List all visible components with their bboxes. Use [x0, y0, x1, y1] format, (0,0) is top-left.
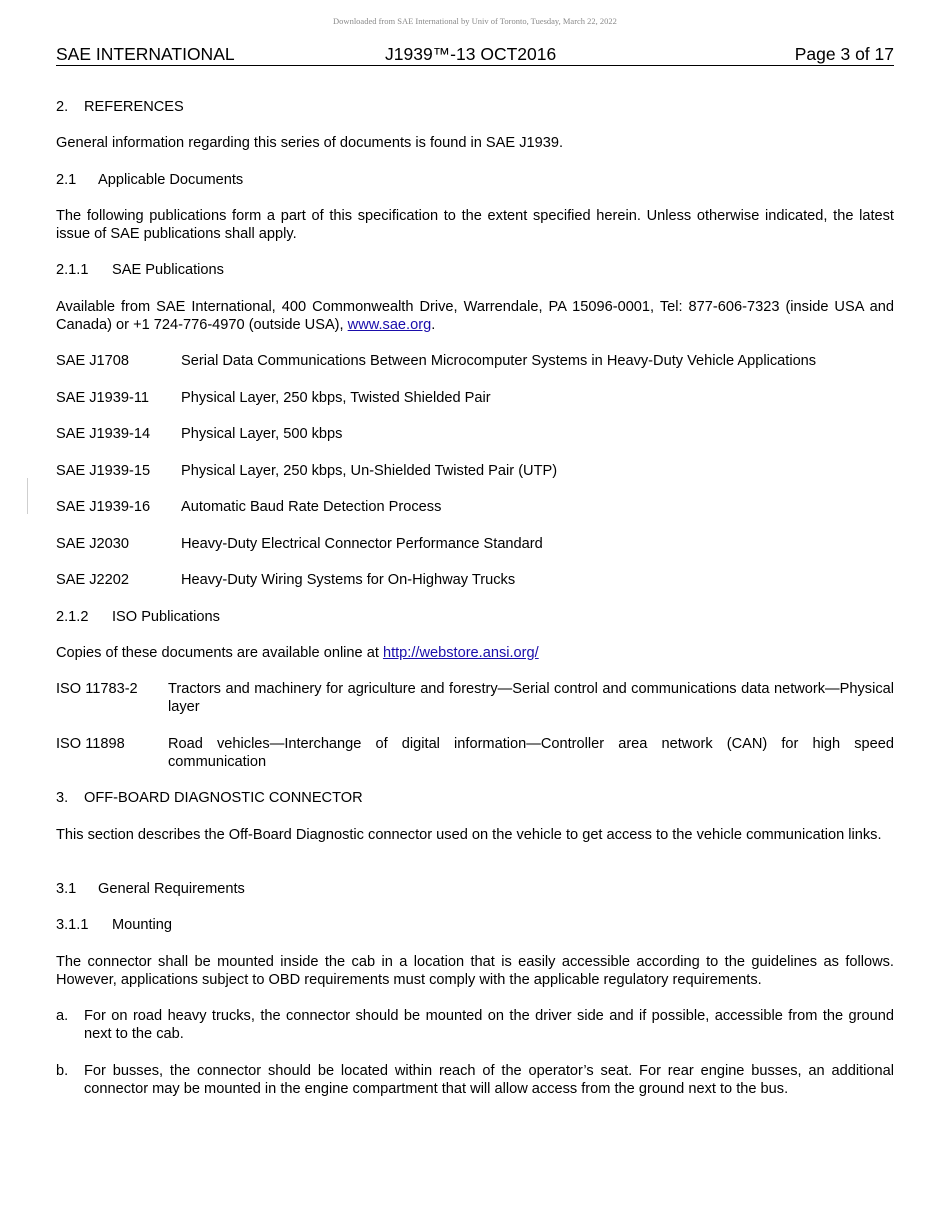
reference-id: ISO 11898: [56, 736, 125, 752]
section-title: ISO Publications: [112, 609, 220, 625]
section-heading-2: [56, 98, 894, 116]
list-item: [56, 1062, 894, 1098]
section-number: 2.: [56, 99, 69, 115]
reference-row: [56, 735, 894, 771]
sae-availability-end: .: [431, 317, 436, 333]
sae-availability-body: Available from SAE International, 400 Commonwealth Drive, Warrendale, PA 15096-0001, Tel: 877-606-7323 (inside USA and Canada) or +1 724-776-4970 (outside USA),: [56, 299, 894, 333]
header-doc-id: J1939™-13 OCT2016: [385, 44, 557, 64]
change-bar: [27, 478, 28, 514]
ansi-webstore-link[interactable]: http://webstore.ansi.org/: [382, 645, 539, 661]
section-title: Mounting: [112, 917, 173, 933]
reference-title: Serial Data Communications Between Microcomputer Systems in Heavy-Duty Vehicle Applications: [181, 353, 817, 369]
reference-id: SAE J1939-15: [56, 463, 151, 479]
download-watermark: Downloaded from SAE International by Univ of Toronto, Tuesday, March 22, 2022: [333, 16, 617, 26]
reference-title: Physical Layer, 500 kbps: [181, 426, 343, 442]
reference-id: SAE J2202: [56, 572, 130, 588]
reference-row: [56, 498, 894, 516]
section-3-text: This section describes the Off-Board Diagnostic connector used on the vehicle to get access to the vehicle communication links.: [56, 827, 882, 843]
section-heading-2-1-2: [56, 608, 894, 626]
section-number: 2.1: [56, 172, 77, 188]
list-item-letter: a.: [56, 1008, 69, 1024]
reference-id: SAE J2030: [56, 536, 130, 552]
section-heading-3-1: [56, 880, 894, 898]
reference-title: Physical Layer, 250 kbps, Twisted Shielded Pair: [181, 390, 491, 406]
reference-title: Heavy-Duty Wiring Systems for On-Highway Trucks: [181, 572, 516, 588]
reference-row: [56, 535, 894, 553]
header-org: SAE INTERNATIONAL: [56, 44, 235, 64]
section-number: 3.1.1: [56, 917, 89, 933]
page-header: [56, 44, 894, 66]
reference-row: [56, 389, 894, 407]
section-heading-3-1-1: [56, 916, 894, 934]
sae-availability-text: [56, 298, 894, 334]
reference-title: Road vehicles—Interchange of digital information—Controller area network (CAN) for high speed communication: [168, 736, 894, 770]
reference-row: [56, 462, 894, 480]
list-item-text: For on road heavy trucks, the connector should be mounted on the driver side and if possible, accessible from the ground next to the cab.: [84, 1008, 894, 1042]
reference-title: Physical Layer, 250 kbps, Un-Shielded Twisted Pair (UTP): [181, 463, 558, 479]
section-2-1-text: The following publications form a part of this specification to the extent specified herein. Unless otherwise indicated, the latest issue of SAE publications shall apply.: [56, 208, 894, 242]
header-page-number: Page 3 of 17: [794, 44, 894, 64]
reference-id: SAE J1939-14: [56, 426, 151, 442]
section-number: 3.1: [56, 881, 77, 897]
reference-id: SAE J1939-16: [56, 499, 151, 515]
section-heading-2-1-1: [56, 261, 894, 279]
reference-title: Heavy-Duty Electrical Connector Performance Standard: [181, 536, 543, 552]
reference-title: Tractors and machinery for agriculture and forestry—Serial control and communications data network—Physical layer: [168, 681, 894, 715]
section-number: 2.1.2: [56, 609, 89, 625]
reference-row: [56, 425, 894, 443]
list-item-text: For busses, the connector should be located within reach of the operator’s seat. For rear engine busses, an additional connector may be mounted in the engine compartment that will allow access from the ground next to the bus.: [84, 1063, 894, 1097]
reference-id: ISO 11783-2: [56, 681, 138, 697]
section-heading-2-1: [56, 171, 894, 189]
list-item-letter: b.: [56, 1063, 69, 1079]
section-title: Applicable Documents: [98, 172, 244, 188]
section-3-1-1-text: The connector shall be mounted inside the cab in a location that is easily accessible according to the guidelines as follows. However, applications subject to OBD requirements must comply with the applicable regulatory requirements.: [56, 954, 894, 988]
list-item: [56, 1007, 894, 1043]
section-number: 3.: [56, 790, 69, 806]
iso-availability-body: Copies of these documents are available online at: [56, 645, 383, 661]
reference-row: [56, 680, 894, 716]
reference-row: [56, 571, 894, 589]
reference-row: [56, 352, 894, 370]
section-number: 2.1.1: [56, 262, 89, 278]
section-title: REFERENCES: [84, 99, 184, 115]
sae-website-link[interactable]: www.sae.org: [347, 317, 432, 333]
section-2-intro: General information regarding this series of documents is found in SAE J1939.: [56, 135, 564, 151]
section-title: General Requirements: [98, 881, 245, 897]
section-heading-3: [56, 789, 894, 807]
reference-id: SAE J1708: [56, 353, 130, 369]
section-title: SAE Publications: [112, 262, 224, 278]
iso-availability-text: [56, 644, 894, 662]
reference-id: SAE J1939-11: [56, 390, 150, 406]
reference-title: Automatic Baud Rate Detection Process: [181, 499, 442, 515]
section-title: OFF-BOARD DIAGNOSTIC CONNECTOR: [84, 790, 363, 806]
